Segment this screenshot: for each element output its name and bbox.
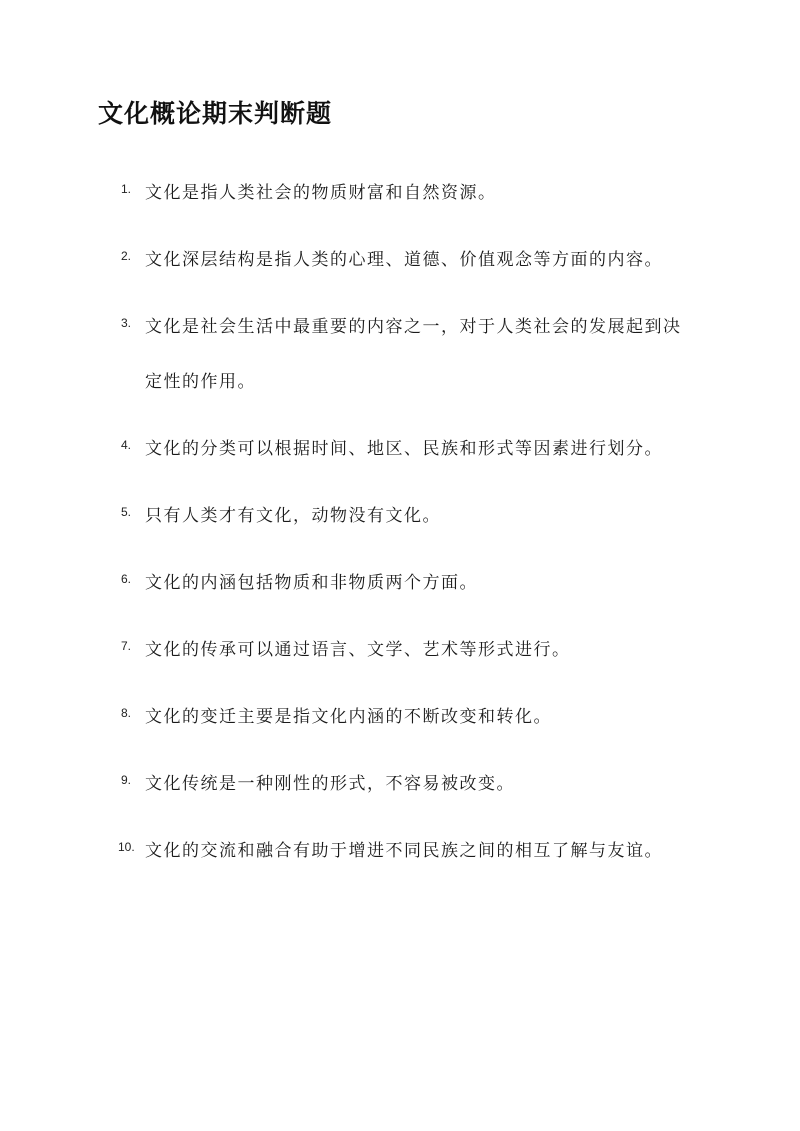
question-item-10	[0, 824, 800, 879]
question-item-9	[0, 757, 800, 812]
question-item-8	[0, 690, 800, 745]
question-list	[0, 166, 800, 891]
question-number: 2.	[121, 249, 132, 263]
question-text: 文化深层结构是指人类的心理、道德、价值观念等方面的内容。	[145, 250, 663, 270]
question-item-4	[0, 422, 800, 477]
question-text: 文化的交流和融合有助于增进不同民族之间的相互了解与友谊。	[145, 841, 663, 861]
question-number: 1.	[121, 182, 132, 196]
question-number: 7.	[121, 639, 132, 653]
question-text: 文化传统是一种刚性的形式，不容易被改变。	[145, 774, 515, 794]
question-item-3	[0, 300, 800, 410]
question-item-5	[0, 489, 800, 544]
question-text: 文化是指人类社会的物质财富和自然资源。	[145, 183, 497, 203]
question-item-6	[0, 556, 800, 611]
question-number: 10.	[118, 840, 135, 854]
question-text: 文化是社会生活中最重要的内容之一，对于人类社会的发展起到决定性的作用。	[145, 317, 682, 392]
question-item-7	[0, 623, 800, 678]
question-number: 5.	[121, 505, 132, 519]
question-item-1	[0, 166, 800, 221]
document-title: 文化概论期末判断题	[98, 99, 333, 128]
question-text: 文化的内涵包括物质和非物质两个方面。	[145, 573, 478, 593]
question-text: 只有人类才有文化，动物没有文化。	[145, 506, 441, 526]
question-number: 8.	[121, 706, 132, 720]
question-text: 文化的分类可以根据时间、地区、民族和形式等因素进行划分。	[145, 439, 663, 459]
question-item-2	[0, 233, 800, 288]
question-number: 6.	[121, 572, 132, 586]
question-text: 文化的变迁主要是指文化内涵的不断改变和转化。	[145, 707, 552, 727]
question-number: 9.	[121, 773, 132, 787]
question-number: 3.	[121, 316, 132, 330]
question-number: 4.	[121, 438, 132, 452]
question-text: 文化的传承可以通过语言、文学、艺术等形式进行。	[145, 640, 571, 660]
